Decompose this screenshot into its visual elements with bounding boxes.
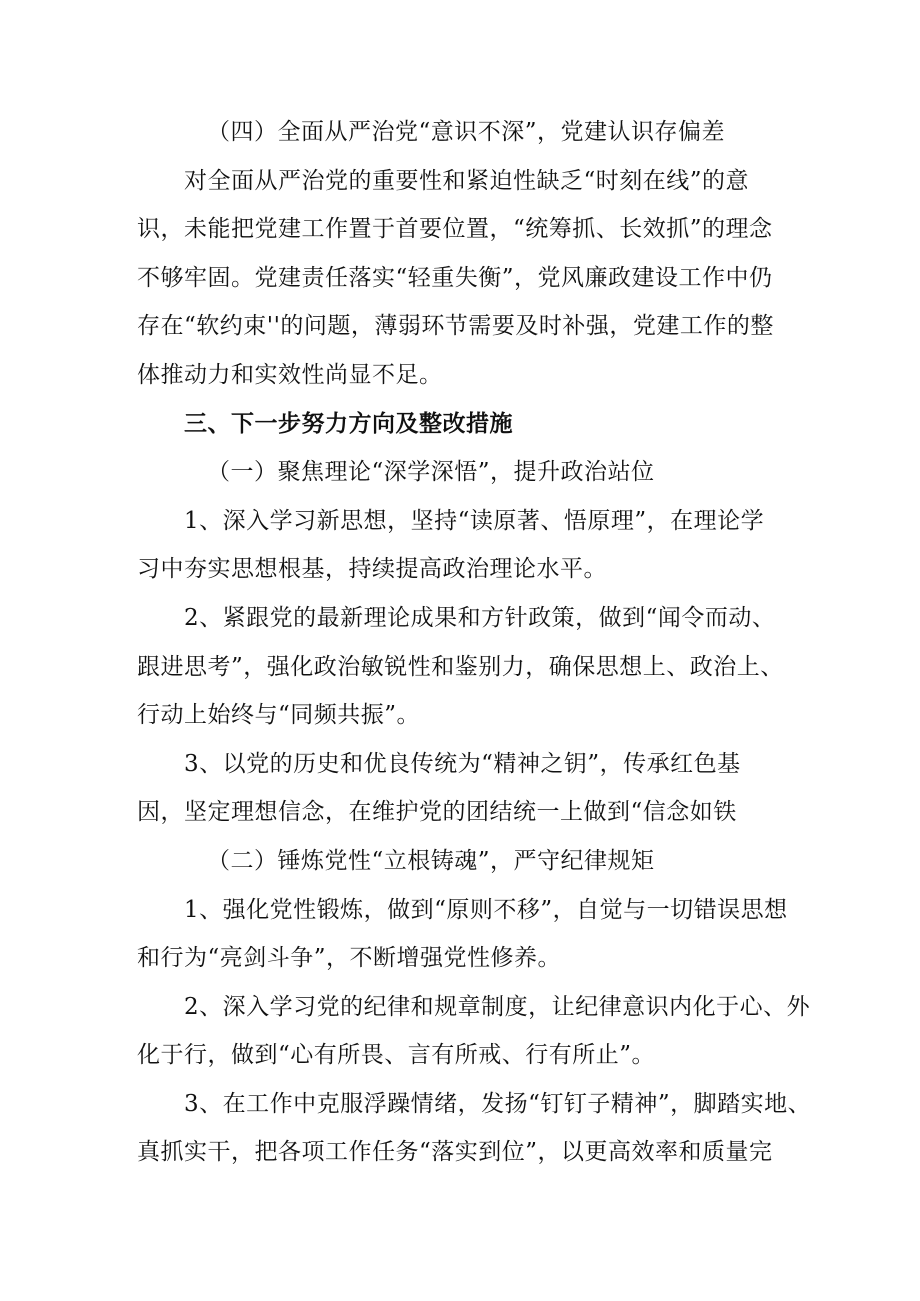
- document-body: [137, 108, 812, 1177]
- paragraph-line: 不够牢固。党建责任落实“轻重失衡”，党风廉政建设工作中仍: [137, 264, 773, 291]
- paragraph-line: 化于行，做到“心有所畏、言有所戒、行有所止”。: [137, 1042, 656, 1069]
- paragraph-line: 跟进思考”，强化政治敏锐性和鉴别力，确保思想上、政治上、: [137, 653, 784, 680]
- paragraph-line: 2、紧跟党的最新理论成果和方针政策，做到“闻令而动、: [184, 604, 776, 631]
- paragraph-line: 3、以党的历史和优良传统为“精神之钥”，传承红色基: [184, 750, 741, 777]
- paragraph-line: 存在“软约束''的问题，薄弱环节需要及时补强，党建工作的整: [137, 313, 774, 340]
- paragraph-line: 3、在工作中克服浮躁情绪，发扬“钉钉子精神”，脚踏实地、: [184, 1090, 812, 1117]
- paragraph-line: 行动上始终与“同频共振”。: [137, 702, 421, 729]
- paragraph-line: 和行为“亮剑斗争”，不断增强党性修养。: [137, 945, 562, 972]
- subheading-four: （四）全面从严治党“意识不深”，党建认识存偏差: [207, 119, 726, 145]
- paragraph-line: 1、深入学习新思想，坚持“读原著、悟原理”，在理论学: [184, 507, 765, 534]
- paragraph-line: 因，坚定理想信念，在维护党的团结统一上做到“信念如铁: [137, 799, 737, 826]
- paragraph-line: 2、深入学习党的纪律和规章制度，让纪律意识内化于心、外: [184, 993, 811, 1020]
- paragraph-line: 真抓实干，把各项工作任务“落实到位”，以更高效率和质量完: [137, 1139, 773, 1166]
- subheading-two: （二）锤炼党性“立根铸魂”，严守纪律规矩: [207, 847, 655, 874]
- paragraph-line: 识，未能把党建工作置于首要位置，“统筹抓、长效抓”的理念: [137, 216, 773, 243]
- paragraph-line: 体推动力和实效性尚显不足。: [137, 361, 443, 388]
- section-heading-three: 三、下一步努力方向及整改措施: [184, 410, 513, 437]
- paragraph-line: 1、强化党性锻炼，做到“原则不移”，自觉与一切错误思想: [184, 896, 788, 923]
- paragraph-line: 习中夯实思想根基，持续提高政治理论水平。: [137, 556, 607, 583]
- subheading-one: （一）聚焦理论“深学深悟”，提升政治站位: [207, 459, 655, 486]
- paragraph-line: 对全面从严治党的重要性和紧迫性缺乏“时刻在线”的意: [184, 167, 750, 194]
